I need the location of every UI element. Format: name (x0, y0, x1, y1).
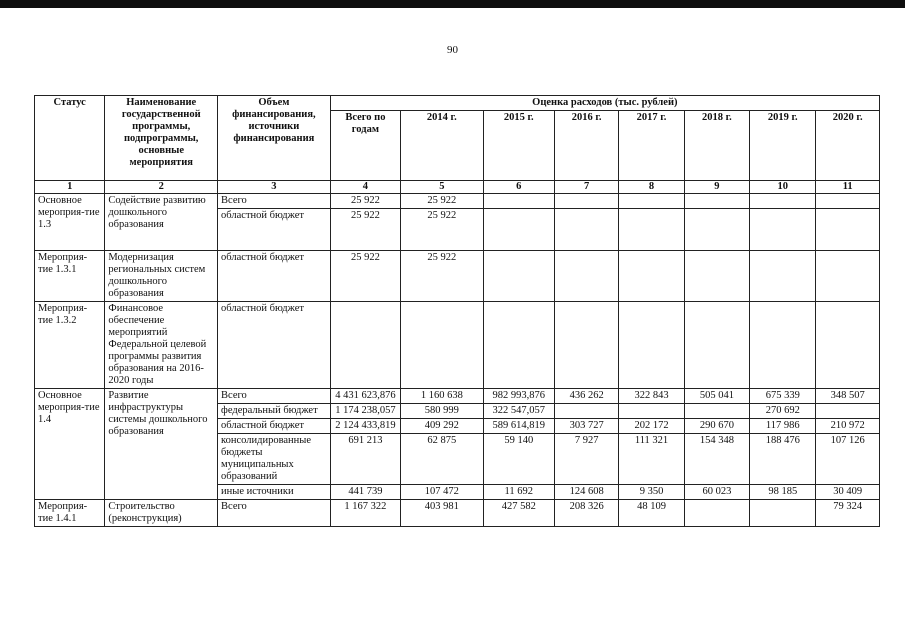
value-cell: 436 262 (554, 389, 618, 404)
value-cell (684, 302, 749, 389)
value-cell: 62 875 (401, 434, 483, 485)
column-number: 9 (684, 181, 749, 194)
row-status: Мероприя-тие 1.3.1 (35, 251, 105, 302)
header-status: Статус (35, 96, 105, 181)
value-cell (684, 500, 749, 527)
value-cell: 409 292 (401, 419, 483, 434)
row-name: Модернизация региональных систем дошкольного образования (105, 251, 218, 302)
value-cell (816, 194, 880, 209)
value-cell: 2 124 433,819 (330, 419, 400, 434)
value-cell: 322 547,057 (483, 404, 554, 419)
table-row (35, 251, 880, 302)
value-cell (684, 194, 749, 209)
value-cell: 9 350 (619, 485, 684, 500)
header-volume: Объем финансирования, источники финансирования (218, 96, 331, 181)
value-cell (816, 251, 880, 302)
header-year: 2016 г. (554, 111, 618, 181)
column-number: 4 (330, 181, 400, 194)
value-cell: 589 614,819 (483, 419, 554, 434)
value-cell: 25 922 (401, 209, 483, 251)
value-cell (684, 404, 749, 419)
header-name: Наименование государственной программы, подпрограммы, основные мероприятия (105, 96, 218, 181)
value-cell: 348 507 (816, 389, 880, 404)
value-cell: 1 160 638 (401, 389, 483, 404)
value-cell: 4 431 623,876 (330, 389, 400, 404)
value-cell (750, 302, 816, 389)
value-cell (330, 302, 400, 389)
table-row (35, 389, 880, 404)
value-cell (554, 302, 618, 389)
row-source: областной бюджет (218, 302, 331, 389)
header-year: 2020 г. (816, 111, 880, 181)
header-year: 2019 г. (750, 111, 816, 181)
value-cell (816, 209, 880, 251)
value-cell: 30 409 (816, 485, 880, 500)
value-cell: 25 922 (330, 194, 400, 209)
value-cell (619, 404, 684, 419)
header-year: 2014 г. (401, 111, 483, 181)
budget-table (34, 95, 880, 527)
row-status: Основное мероприя-тие 1.4 (35, 389, 105, 500)
value-cell: 580 999 (401, 404, 483, 419)
row-status: Мероприя-тие 1.4.1 (35, 500, 105, 527)
value-cell (750, 500, 816, 527)
header-total: Всего по годам (330, 111, 400, 181)
value-cell: 25 922 (401, 251, 483, 302)
page-number: 90 (447, 44, 458, 56)
value-cell: 25 922 (330, 209, 400, 251)
header-row-1 (35, 96, 880, 111)
value-cell: 202 172 (619, 419, 684, 434)
value-cell (483, 194, 554, 209)
top-scan-border (0, 0, 905, 8)
value-cell: 48 109 (619, 500, 684, 527)
row-source: Всего (218, 194, 331, 209)
row-name: Строительство (реконструкция) (105, 500, 218, 527)
row-name: Финансовое обеспечение мероприятий Федеральной целевой программы развития образования на 2016-2020 годы (105, 302, 218, 389)
row-source: консолидированные бюджеты муниципальных образований (218, 434, 331, 485)
value-cell (750, 194, 816, 209)
value-cell (619, 251, 684, 302)
value-cell: 154 348 (684, 434, 749, 485)
value-cell: 124 608 (554, 485, 618, 500)
value-cell: 982 993,876 (483, 389, 554, 404)
row-source: областной бюджет (218, 209, 331, 251)
value-cell: 107 126 (816, 434, 880, 485)
value-cell: 691 213 (330, 434, 400, 485)
row-name: Развитие инфраструктуры системы дошкольного образования (105, 389, 218, 500)
value-cell: 1 174 238,057 (330, 404, 400, 419)
value-cell (483, 209, 554, 251)
table-row (35, 500, 880, 527)
header-year: 2018 г. (684, 111, 749, 181)
value-cell: 208 326 (554, 500, 618, 527)
row-status: Мероприя-тие 1.3.2 (35, 302, 105, 389)
value-cell (684, 251, 749, 302)
header-year: 2017 г. (619, 111, 684, 181)
value-cell (816, 404, 880, 419)
column-number: 11 (816, 181, 880, 194)
row-source: иные источники (218, 485, 331, 500)
column-number: 2 (105, 181, 218, 194)
header-estimate: Оценка расходов (тыс. рублей) (330, 96, 879, 111)
column-number: 8 (619, 181, 684, 194)
value-cell (816, 302, 880, 389)
column-number: 3 (218, 181, 331, 194)
value-cell (483, 302, 554, 389)
value-cell (619, 302, 684, 389)
value-cell: 505 041 (684, 389, 749, 404)
column-number: 7 (554, 181, 618, 194)
row-source: Всего (218, 389, 331, 404)
value-cell: 427 582 (483, 500, 554, 527)
row-status: Основное мероприя-тие 1.3 (35, 194, 105, 251)
value-cell: 403 981 (401, 500, 483, 527)
value-cell: 7 927 (554, 434, 618, 485)
value-cell: 60 023 (684, 485, 749, 500)
value-cell (554, 194, 618, 209)
value-cell: 111 321 (619, 434, 684, 485)
row-source: федеральный бюджет (218, 404, 331, 419)
budget-body (35, 194, 880, 527)
column-number: 10 (750, 181, 816, 194)
value-cell (483, 251, 554, 302)
value-cell: 210 972 (816, 419, 880, 434)
value-cell: 59 140 (483, 434, 554, 485)
column-number: 6 (483, 181, 554, 194)
value-cell: 11 692 (483, 485, 554, 500)
value-cell (619, 194, 684, 209)
value-cell: 188 476 (750, 434, 816, 485)
header-year: 2015 г. (483, 111, 554, 181)
value-cell (684, 209, 749, 251)
column-number: 5 (401, 181, 483, 194)
value-cell: 290 670 (684, 419, 749, 434)
value-cell: 79 324 (816, 500, 880, 527)
value-cell (401, 302, 483, 389)
value-cell: 107 472 (401, 485, 483, 500)
value-cell (554, 404, 618, 419)
row-name: Содействие развитию дошкольного образования (105, 194, 218, 251)
value-cell: 322 843 (619, 389, 684, 404)
value-cell (554, 209, 618, 251)
row-source: областной бюджет (218, 251, 331, 302)
value-cell: 1 167 322 (330, 500, 400, 527)
value-cell (554, 251, 618, 302)
value-cell: 441 739 (330, 485, 400, 500)
column-number-row (35, 181, 880, 194)
value-cell: 98 185 (750, 485, 816, 500)
column-number: 1 (35, 181, 105, 194)
value-cell (750, 251, 816, 302)
value-cell: 270 692 (750, 404, 816, 419)
value-cell (619, 209, 684, 251)
value-cell: 25 922 (330, 251, 400, 302)
row-source: Всего (218, 500, 331, 527)
value-cell: 675 339 (750, 389, 816, 404)
value-cell: 117 986 (750, 419, 816, 434)
value-cell: 25 922 (401, 194, 483, 209)
row-source: областной бюджет (218, 419, 331, 434)
table-row (35, 194, 880, 209)
table-row (35, 302, 880, 389)
value-cell: 303 727 (554, 419, 618, 434)
value-cell (750, 209, 816, 251)
